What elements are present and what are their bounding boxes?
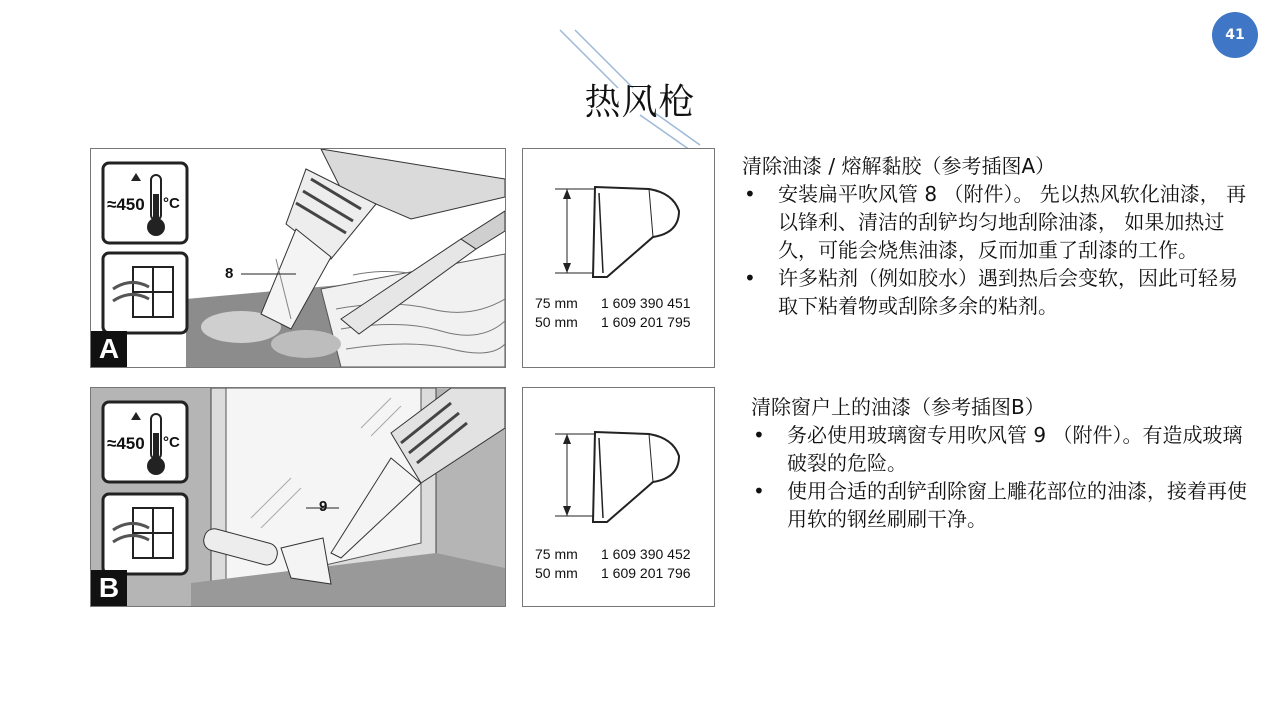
list-item: • 安装扁平吹风管 8 （附件）。 先以热风软化油漆， 再以锋利、清洁的刮铲均匀地刮除油漆， 如果加热过久，可能会烧焦油漆，反而加重了刮漆的工作。 [742, 180, 1248, 264]
section-heading-a: 清除油漆 / 熔解黏胶（参考插图A） [742, 154, 1056, 178]
illustration-letter-b: B [91, 570, 127, 606]
section-heading-b: 清除窗户上的油漆（参考插图B） [751, 395, 1045, 419]
list-item: • 务必使用玻璃窗专用吹风管 9 （附件）。有造成玻璃破裂的危险。 [751, 421, 1251, 477]
page-number-badge: 41 [1212, 12, 1258, 58]
spec-code: 1 609 390 452 [601, 546, 691, 562]
temperature-unit: °C [163, 195, 180, 212]
spec-row [535, 313, 691, 332]
bullet-list-b [751, 421, 1251, 533]
illustration-a [90, 148, 506, 368]
spec-row [535, 294, 691, 313]
illustration-letter-a: A [91, 331, 127, 367]
spec-row [535, 545, 691, 564]
spec-row [535, 564, 691, 583]
spec-size: 75 mm [535, 295, 578, 311]
bullet-list-a [742, 180, 1248, 320]
nozzle-spec-list-a [535, 294, 691, 332]
part-label-9: 9 [319, 498, 328, 515]
list-item: • 许多粘剂（例如胶水）遇到热后会变软，因此可轻易取下粘着物或刮除多余的粘剂。 [742, 264, 1248, 320]
nozzle-spec-b [522, 387, 715, 607]
illustration-b [90, 387, 506, 607]
list-item: • 使用合适的刮铲刮除窗上雕花部位的油漆，接着再使用软的钢丝刷刷干净。 [751, 477, 1251, 533]
temperature-unit: °C [163, 434, 180, 451]
spec-code: 1 609 201 796 [601, 565, 691, 581]
instructions-a [742, 152, 1248, 320]
instructions-b [751, 393, 1251, 533]
heat-gun-window-drawing [91, 388, 505, 606]
heat-gun-paint-removal-drawing [91, 149, 505, 367]
part-label-8: 8 [225, 265, 234, 282]
nozzle-spec-a [522, 148, 715, 368]
spec-code: 1 609 390 451 [601, 295, 691, 311]
nozzle-spec-list-b [535, 545, 691, 583]
spec-code: 1 609 201 795 [601, 314, 691, 330]
spec-size: 75 mm [535, 546, 578, 562]
temperature-label: ≈450 [107, 434, 145, 453]
spec-size: 50 mm [535, 314, 578, 330]
page-title: 热风枪 [584, 82, 696, 123]
spec-size: 50 mm [535, 565, 578, 581]
temperature-label: ≈450 [107, 195, 145, 214]
flat-nozzle-drawing [523, 149, 714, 367]
